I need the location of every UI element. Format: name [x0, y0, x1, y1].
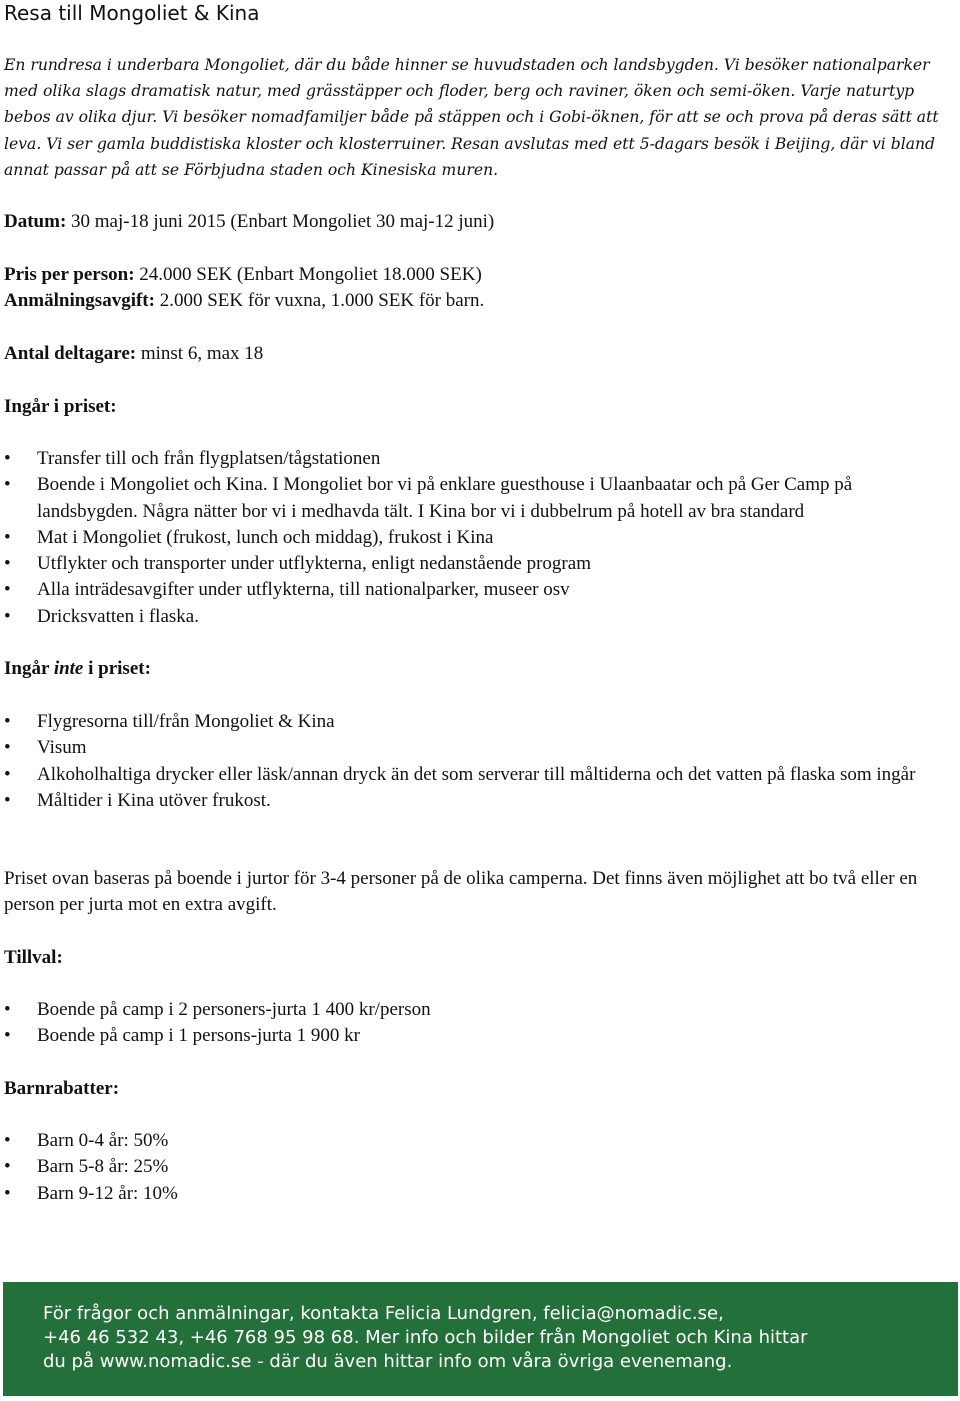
tillval-heading-text: Tillval: [4, 947, 63, 968]
list-item: • Transfer till och från flygplatsen/tågstationen [4, 446, 956, 472]
list-item: • Boende i Mongoliet och Kina. I Mongoliet bor vi på enklare guesthouse i Ulaanbaatar och på Ger Camp på landsbygden. Några nätter bor vi i medhavda tält. I Kina bor vi i dubbelrum på hotell av bra standard [4, 472, 956, 525]
list-item: • Visum [4, 735, 956, 761]
page-title: Resa till Mongoliet & Kina [4, 1, 260, 25]
deltagare-line [4, 341, 263, 367]
pris-value: 24.000 SEK (Enbart Mongoliet 18.000 SEK) [134, 264, 482, 285]
intro-sentence: En rundresa i underbara Mongoliet, där du både hinner se huvudstaden och landsbygden. Vi besöker nationalparker [4, 56, 930, 74]
barnrabatter-heading-text: Barnrabatter: [4, 1078, 120, 1099]
tillval-list [4, 997, 956, 1050]
priset-paragraph: Priset ovan baseras på boende i jurtor för 3-4 personer på de olika camperna. Det finns även möjlighet att bo två eller en person per jurta mot en extra avgift. [4, 868, 918, 916]
datum-label: Datum: [4, 211, 67, 232]
deltagare-label: Antal deltagare: [4, 343, 137, 364]
intro-sentence: av olika djur. [55, 108, 158, 127]
ingar-inte-heading-em: inte [53, 658, 84, 679]
list-item: • Utflykter och transporter under utflykterna, enligt nedanstående program [4, 551, 956, 577]
footer-line: För frågor och anmälningar, kontakta Felicia Lundgren, felicia@nomadic.se, [43, 1303, 724, 1324]
barnrabatter-heading [4, 1076, 119, 1102]
list-item: • Boende på camp i 2 personers-jurta 1 400 kr/person [4, 997, 956, 1023]
intro-paragraph [4, 52, 956, 183]
deltagare-value: minst 6, max 18 [136, 343, 264, 364]
ingar-inte-heading-pre: Ingår [4, 658, 54, 679]
list-item: • Alkoholhaltiga drycker eller läsk/annan dryck än det som serverar till måltiderna och det vatten på flaska som ingår [4, 762, 956, 788]
list-item: • Alla inträdesavgifter under utflykterna, till nationalparker, museer osv [4, 577, 956, 603]
footer-line: du på www.nomadic.se - där du även hittar info om våra övriga evenemang. [43, 1351, 733, 1372]
avgift-line [4, 288, 484, 314]
ingar-heading [4, 394, 117, 420]
footer-text [43, 1302, 943, 1374]
ingar-heading-text: Ingår i priset: [4, 396, 117, 417]
intro-sentence: Vi ser gamla buddistiska kloster och klosterruiner. [46, 134, 447, 153]
list-item: • Dricksvatten i flaska. [4, 604, 956, 630]
ingar-inte-list [4, 709, 956, 814]
pris-line [4, 262, 482, 288]
contact-footer [3, 1282, 958, 1396]
ingar-list [4, 446, 956, 630]
ingar-inte-heading [4, 656, 151, 682]
ingar-inte-heading-post: i priset: [83, 658, 151, 679]
datum-line [4, 209, 494, 235]
list-item: • Barn 9-12 år: 10% [4, 1181, 956, 1207]
tillval-heading [4, 945, 63, 971]
avgift-value: 2.000 SEK för vuxna, 1.000 SEK för barn. [154, 290, 485, 311]
pris-label: Pris per person: [4, 264, 135, 285]
list-item: • Barn 5-8 år: 25% [4, 1154, 956, 1180]
avgift-label: Anmälningsavgift: [4, 290, 155, 311]
list-item: • Måltider i Kina utöver frukost. [4, 788, 956, 814]
datum-value: 30 maj-18 juni 2015 (Enbart Mongoliet 30 maj-12 juni) [66, 211, 495, 232]
list-item: • Boende på camp i 1 persons-jurta 1 900 kr [4, 1023, 956, 1049]
intro-sentence: med olika slags dramatisk natur, med grässtäpper och floder, berg och raviner, öken och semi-öken. [4, 82, 796, 101]
intro-sentence: Varje naturtyp bebos [4, 82, 915, 127]
list-item: • Barn 0-4 år: 50% [4, 1128, 956, 1154]
list-item: • Mat i Mongoliet (frukost, lunch och middag), frukost i Kina [4, 525, 956, 551]
barnrabatter-list [4, 1128, 956, 1207]
intro-sentence: Vi besöker nomadfamiljer både på stäppen och i Gobi-öknen, för att se och prova på deras sätt att leva. [4, 108, 939, 153]
list-item: • Flygresorna till/från Mongoliet & Kina [4, 709, 956, 735]
footer-line: +46 46 532 43, +46 768 95 98 68. Mer info och bilder från Mongoliet och Kina hittar [43, 1327, 808, 1348]
intro-sentence: Resan avslutas med ett 5-dagars besök i Beijing, där vi bland annat passar på att se Förbjudna staden och Kinesiska muren. [4, 134, 936, 179]
